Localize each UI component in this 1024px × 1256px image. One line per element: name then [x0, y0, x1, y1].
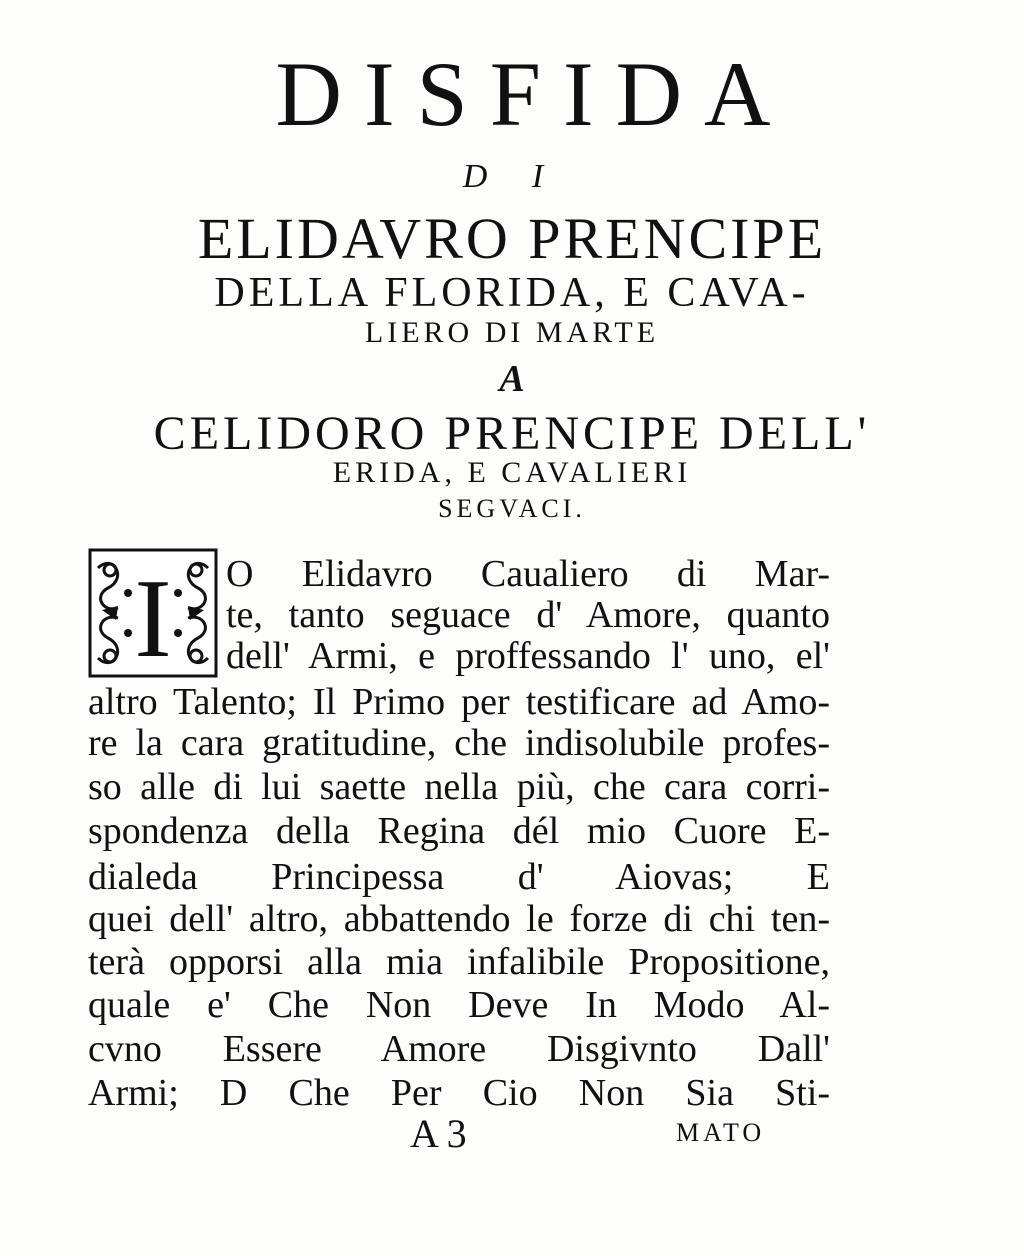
- signature-mark: A 3: [410, 1111, 467, 1156]
- body-line-9: quei dell' altro, abbattendo le forze di chi ten-: [88, 898, 830, 940]
- body-line-11: quale e' Che Non Deve In Modo Al-: [88, 984, 830, 1026]
- decorated-initial-icon: [88, 548, 218, 678]
- heading-a-mark: A: [499, 358, 525, 400]
- body-line-2: te, tanto seguace d' Amore, quanto: [226, 594, 830, 636]
- body-line-7: spondenza della Regina dél mio Cuore E-: [88, 810, 830, 852]
- heading-celidoro: CELIDORO PRENCIPE DELL': [153, 407, 871, 460]
- heading-marte: LIERO DI MARTE: [364, 316, 660, 349]
- body-line-13: Armi; D Che Per Cio Non Sia Sti-: [88, 1072, 830, 1114]
- heading-erida: ERIDA, E CAVALIERI: [332, 456, 692, 489]
- di-line: D I: [462, 158, 562, 195]
- heading-seguaci: SEGVACI.: [438, 494, 586, 523]
- initial-letter: I: [134, 557, 172, 678]
- body-line-1: O Elidavro Caualiero di Mar-: [226, 553, 830, 595]
- body-line-3: dell' Armi, e proffessando l' uno, el': [226, 635, 830, 677]
- body-line-4: altro Talento; Il Primo per testificare ad Amo-: [88, 681, 830, 723]
- body-line-6: so alle di lui saette nella più, che cara corri-: [88, 766, 830, 808]
- heading-florida: DELLA FLORIDA, E CAVA-: [214, 270, 810, 316]
- document-title: DISFIDA: [275, 43, 793, 145]
- body-line-8: dialeda Principessa d' Aiovas; E: [88, 856, 830, 898]
- body-line-10: terà opporsi alla mia infalibile Propositione,: [88, 941, 830, 983]
- body-line-12: cvno Essere Amore Disgivnto Dall': [88, 1028, 830, 1070]
- catchword: MATO: [676, 1118, 766, 1147]
- heading-elidavro: ELIDAVRO PRENCIPE: [197, 206, 827, 271]
- body-line-5: re la cara gratitudine, che indisolubile profes-: [88, 722, 830, 764]
